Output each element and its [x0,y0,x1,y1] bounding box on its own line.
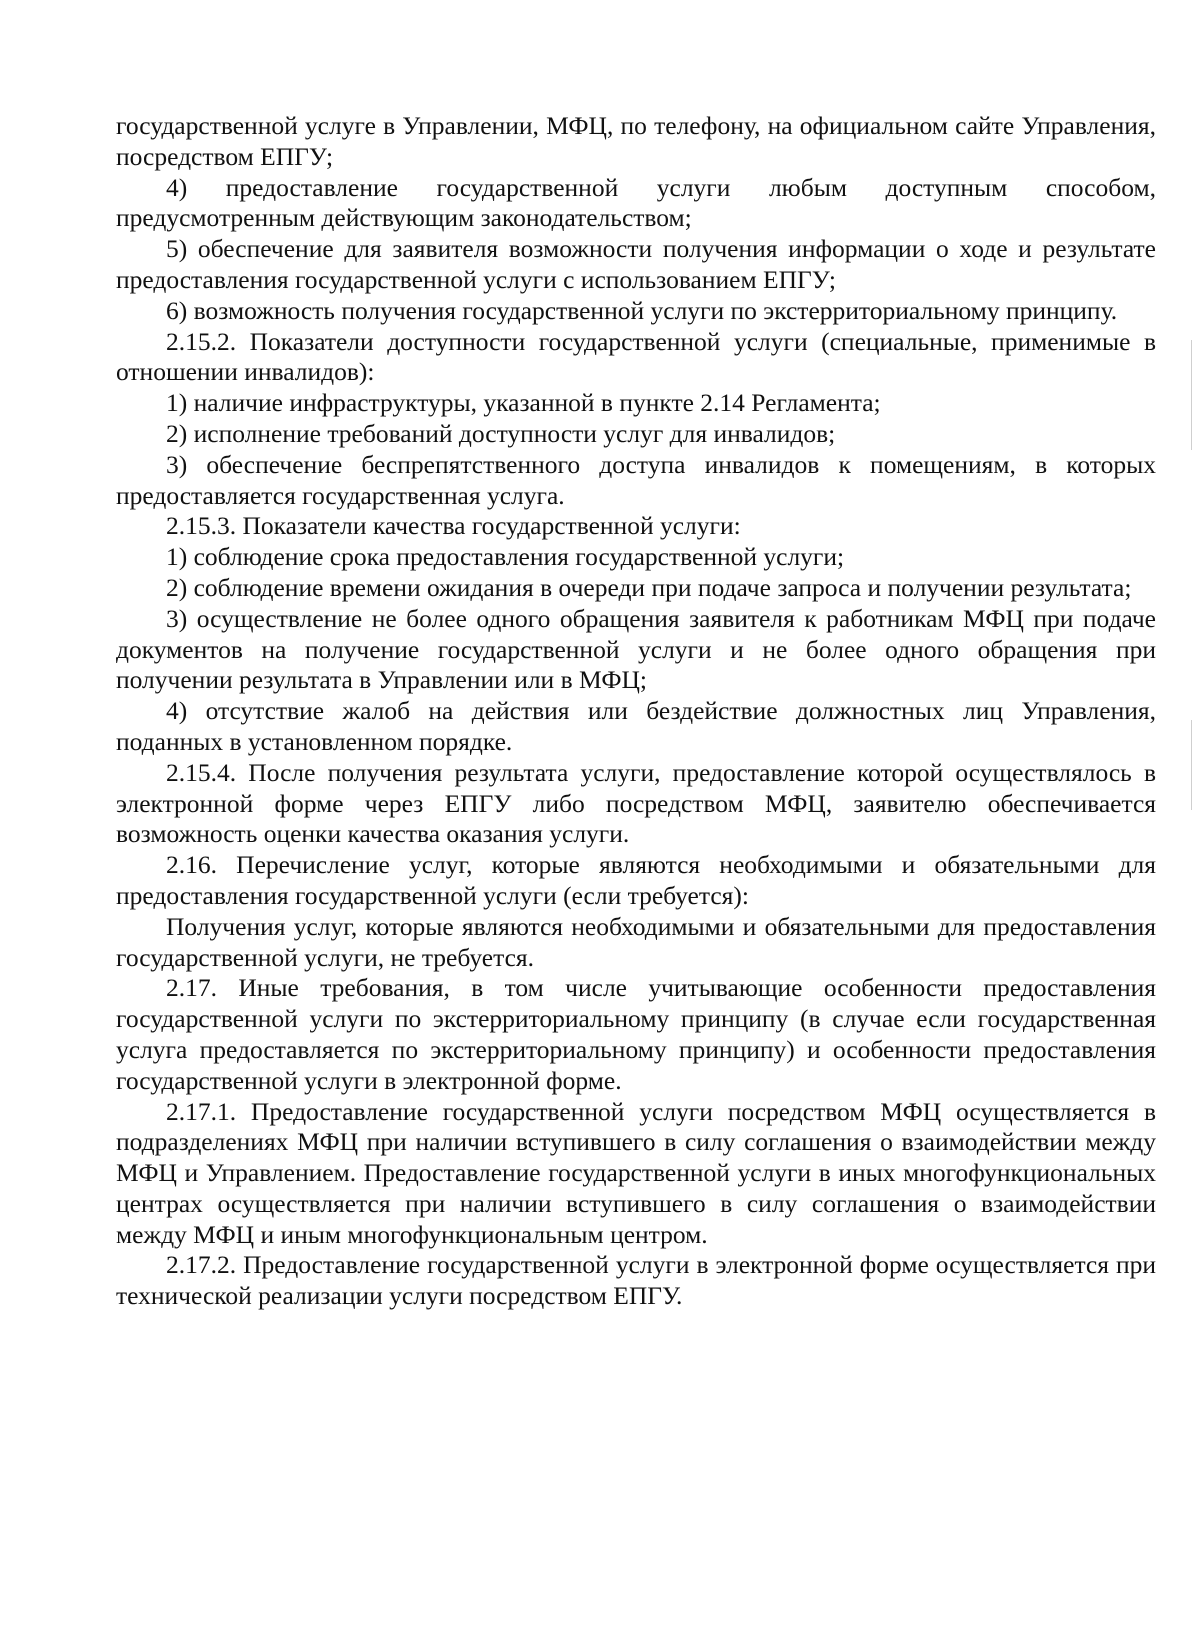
paragraph-2-15-3-item-1: 1) соблюдение срока предоставления государственной услуги; [166,542,845,572]
paragraph-item-5: 5) обеспечение для заявителя возможности получения информации о ходе и результате предоставления государственной услуги с использованием ЕПГУ; [116,234,1156,294]
paragraph-2-15-3-item-2: 2) соблюдение времени ожидания в очереди при подаче запроса и получении результата; [166,572,1132,602]
paragraph-2-15-4: 2.15.4. После получения результата услуги, предоставление которой осуществлялось в электронной форме через ЕПГУ либо посредством МФЦ, заявителю обеспечивается возможность оценки качества оказания услуги. [116,757,1156,849]
paragraph-2-15-3-item-3: 3) осуществление не более одного обращения заявителя к работникам МФЦ при подаче документов на получение государственной услуги и не более одного обращения при получении результата в Управлении или в МФЦ; [116,603,1156,695]
paragraph-2-16-body: Получения услуг, которые являются необходимыми и обязательными для предоставления государственной услуги, не требуется. [116,911,1156,972]
paragraph-2-17: 2.17. Иные требования, в том числе учитывающие особенности предоставления государственной услуги по экстерриториальному принципу (в случае если государственная услуга предоставляется по экстерриториальному принципу) и особенности предоставления государственной услуги в электронной форме. [116,973,1156,1095]
paragraph-2-15-3: 2.15.3. Показатели качества государственной услуги: [166,511,741,541]
paragraph-2-15-2-item-3: 3) обеспечение беспрепятственного доступа инвалидов к помещениям, в которых предоставляется государственная услуга. [116,449,1156,510]
paragraph-2-16: 2.16. Перечисление услуг, которые являются необходимыми и обязательными для предоставления государственной услуги (если требуется): [116,850,1156,910]
paragraph-2-15-2-item-2: 2) исполнение требований доступности услуг для инвалидов; [166,418,836,448]
document-body [116,111,1156,1312]
paragraph-2-17-1: 2.17.1. Предоставление государственной услуги посредством МФЦ осуществляется в подразделениях МФЦ при наличии вступившего в силу соглашения о взаимодействии между МФЦ и Управлением. Предоставление государственной услуги в иных многофункциональных центрах осуществляется при наличии вступившего в силу соглашения о взаимодействии между МФЦ и иным многофункциональным центром. [116,1096,1156,1249]
paragraph-item-6: 6) возможность получения государственной услуги по экстерриториальному принципу. [166,295,1118,325]
scan-artifact-line [1191,720,1192,810]
paragraph-2-15-3-item-4: 4) отсутствие жалоб на действия или бездействие должностных лиц Управления, поданных в установленном порядке. [116,696,1156,756]
paragraph-2-15-2: 2.15.2. Показатели доступности государственной услуги (специальные, применимые в отношении инвалидов): [116,326,1156,387]
scan-artifact-line [1191,340,1192,450]
paragraph-2-15-2-item-1: 1) наличие инфраструктуры, указанной в пункте 2.14 Регламента; [166,388,881,418]
paragraph-continuation: государственной услуге в Управлении, МФЦ, по телефону, на официальном сайте Управления, посредством ЕПГУ; [116,111,1156,171]
paragraph-item-4: 4) предоставление государственной услуги любым доступным способом, предусмотренным действующим законодательством; [116,172,1156,233]
paragraph-2-17-2: 2.17.2. Предоставление государственной услуги в электронной форме осуществляется при технической реализации услуги посредством ЕПГУ. [116,1250,1156,1311]
